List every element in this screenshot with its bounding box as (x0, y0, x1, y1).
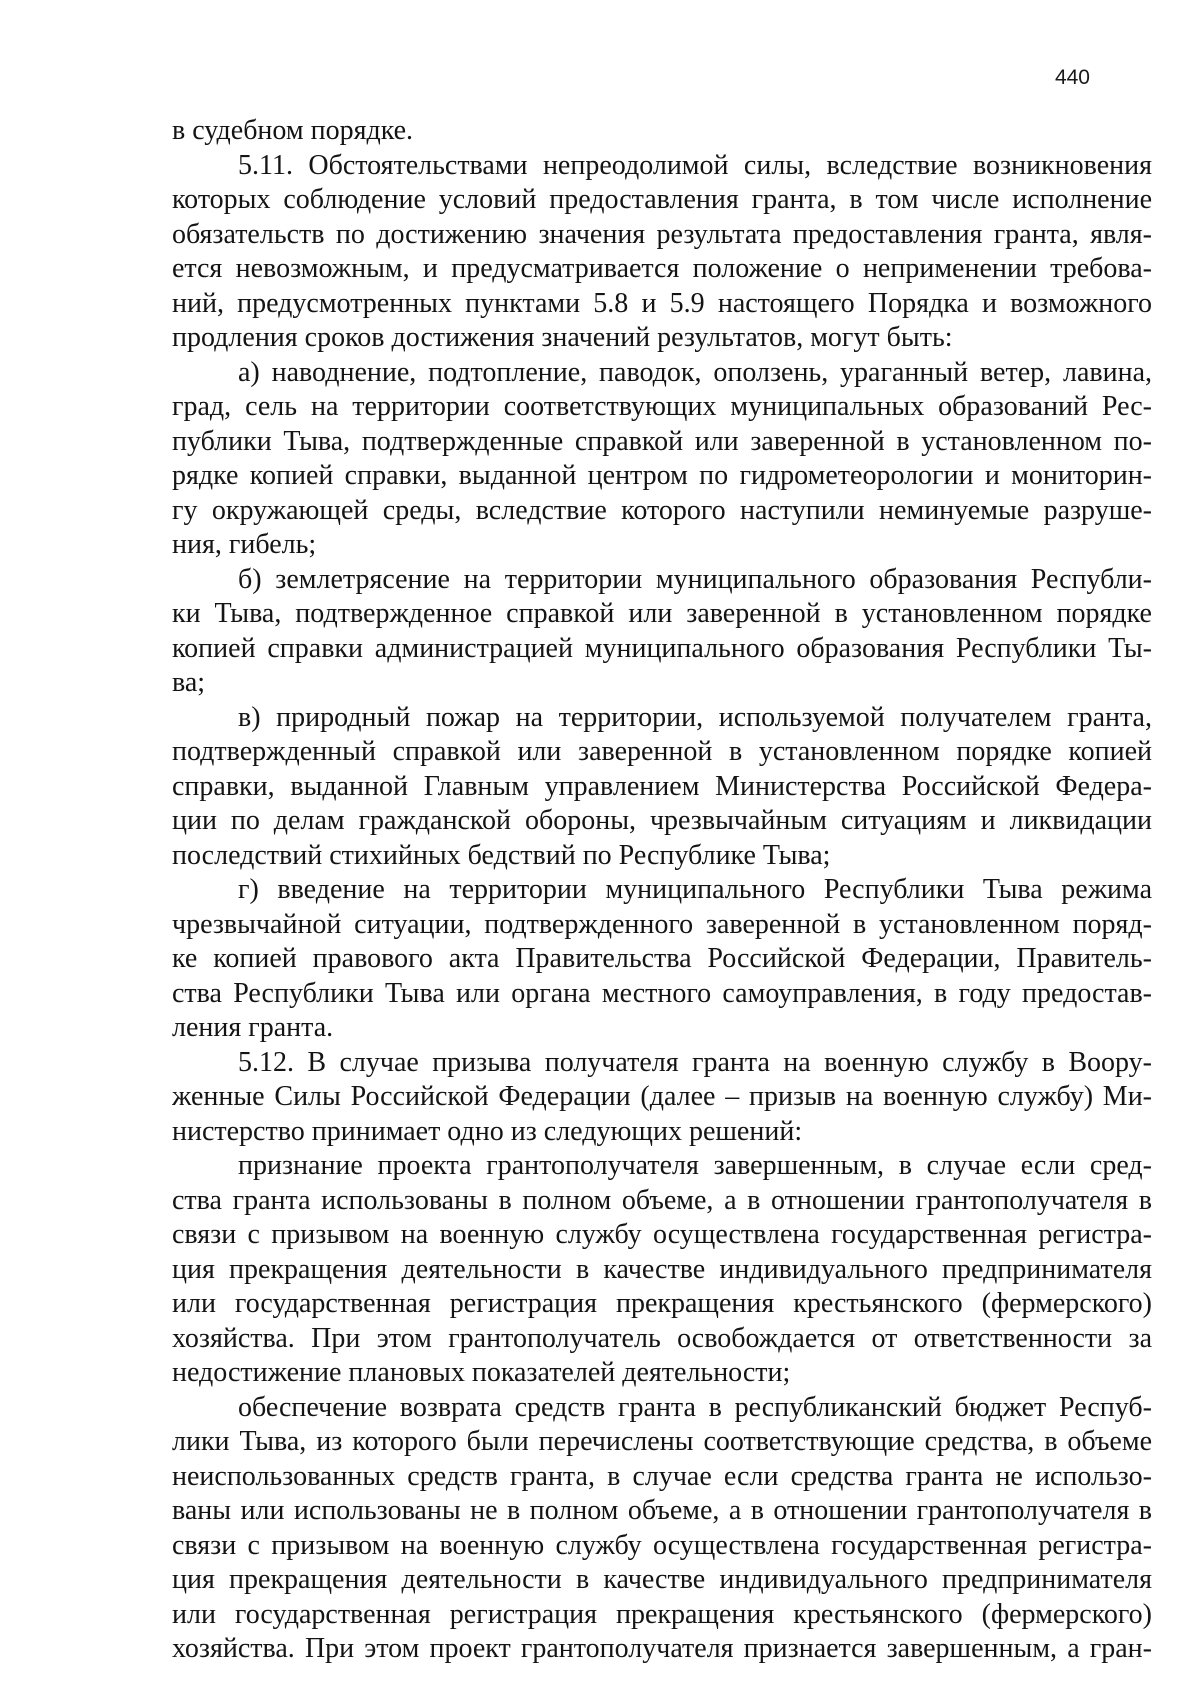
text-line: продления сроков достижения значений результатов, могут быть: (172, 322, 953, 353)
text-line: а) наводнение, подтопление, паводок, оползень, ураганный ветер, лавина, (238, 356, 1152, 388)
text-line: или государственная регистрация прекращения крестьянского (фермерского) (172, 1598, 1152, 1630)
text-line: лики Тыва, из которого были перечислены соответствующие средства, в объеме (172, 1426, 1152, 1457)
text-line: ства Республики Тыва или органа местного самоуправления, в году предостав- (172, 977, 1152, 1009)
text-line: гу окружающей среды, вследствие которого наступили неминуемые разруше- (172, 494, 1152, 526)
text-line: или государственная регистрация прекращения крестьянского (фермерского) (172, 1288, 1152, 1319)
text-line: ства гранта использованы в полном объеме, а в отношении грантополучателя в (172, 1184, 1152, 1216)
text-line: ний, предусмотренных пунктами 5.8 и 5.9 настоящего Порядка и возможного (172, 287, 1152, 319)
text-line: связи с призывом на военную службу осуществлена государственная регистра- (172, 1529, 1152, 1561)
text-line: неиспользованных средств гранта, в случае если средства гранта не использо- (172, 1460, 1152, 1492)
text-line: ния, гибель; (172, 529, 317, 560)
text-line: ления гранта. (172, 1012, 334, 1043)
text-line: обязательств по достижению значения результата предоставления гранта, явля- (172, 218, 1152, 250)
text-line: в) природный пожар на территории, используемой получателем гранта, (238, 701, 1152, 733)
text-line: г) введение на территории муниципального Республики Тыва режима (238, 874, 1152, 905)
text-line: ке копией правового акта Правительства Российской Федерации, Правитель- (172, 943, 1152, 974)
text-line: подтвержденный справкой или заверенной в установленном порядке копией (172, 736, 1152, 767)
text-line: рядке копией справки, выданной центром по гидрометеорологии и мониторин- (172, 460, 1152, 491)
text-line: которых соблюдение условий предоставления гранта, в том числе исполнение (172, 184, 1152, 215)
text-line: обеспечение возврата средств гранта в республиканский бюджет Респуб- (238, 1391, 1152, 1423)
text-line: справки, выданной Главным управлением Министерства Российской Федера- (172, 770, 1152, 802)
text-line: ция прекращения деятельности в качестве индивидуального предпринимателя (172, 1564, 1152, 1595)
text-line: ция прекращения деятельности в качестве индивидуального предпринимателя (172, 1253, 1152, 1285)
text-line: 5.12. В случае призыва получателя гранта на военную службу в Воору- (238, 1046, 1152, 1078)
text-line: чрезвычайной ситуации, подтвержденного заверенной в установленном поряд- (172, 908, 1152, 940)
text-line: ки Тыва, подтвержденное справкой или заверенной в установленном порядке (172, 598, 1152, 629)
text-line: ется невозможным, и предусматривается положение о неприменении требова- (172, 253, 1152, 284)
text-line: в судебном порядке. (172, 115, 414, 146)
text-line: копией справки администрацией муниципального образования Республики Ты- (172, 632, 1152, 664)
text-line: хозяйства. При этом грантополучатель освобождается от ответственности за (172, 1322, 1152, 1354)
text-line: б) землетрясение на территории муниципального образования Республи- (238, 563, 1152, 595)
text-line: 5.11. Обстоятельствами непреодолимой силы, вследствие возникновения (238, 149, 1152, 181)
text-line: признание проекта грантополучателя завершенным, в случае если сред- (238, 1150, 1152, 1181)
text-line: ваны или использованы не в полном объеме, а в отношении грантополучателя в (172, 1495, 1152, 1526)
document-body (172, 114, 1152, 1667)
text-line: женные Силы Российской Федерации (далее – призыв на военную службу) Ми- (172, 1081, 1152, 1112)
text-line: ва; (172, 667, 206, 698)
text-line: недостижение плановых показателей деятельности; (172, 1357, 791, 1388)
text-line: нистерство принимает одно из следующих решений: (172, 1115, 803, 1147)
text-line: последствий стихийных бедствий по Республике Тыва; (172, 839, 831, 871)
text-line: связи с призывом на военную службу осуществлена государственная регистра- (172, 1219, 1152, 1250)
text-line: публики Тыва, подтвержденные справкой или заверенной в установленном по- (172, 425, 1152, 457)
text-line: град, сель на территории соответствующих муниципальных образований Рес- (172, 391, 1152, 422)
page-number: 440 (1054, 66, 1090, 89)
text-line: хозяйства. При этом проект грантополучателя признается завершенным, а гран- (172, 1633, 1152, 1664)
text-line: ции по делам гражданской обороны, чрезвычайным ситуациям и ликвидации (172, 805, 1152, 836)
